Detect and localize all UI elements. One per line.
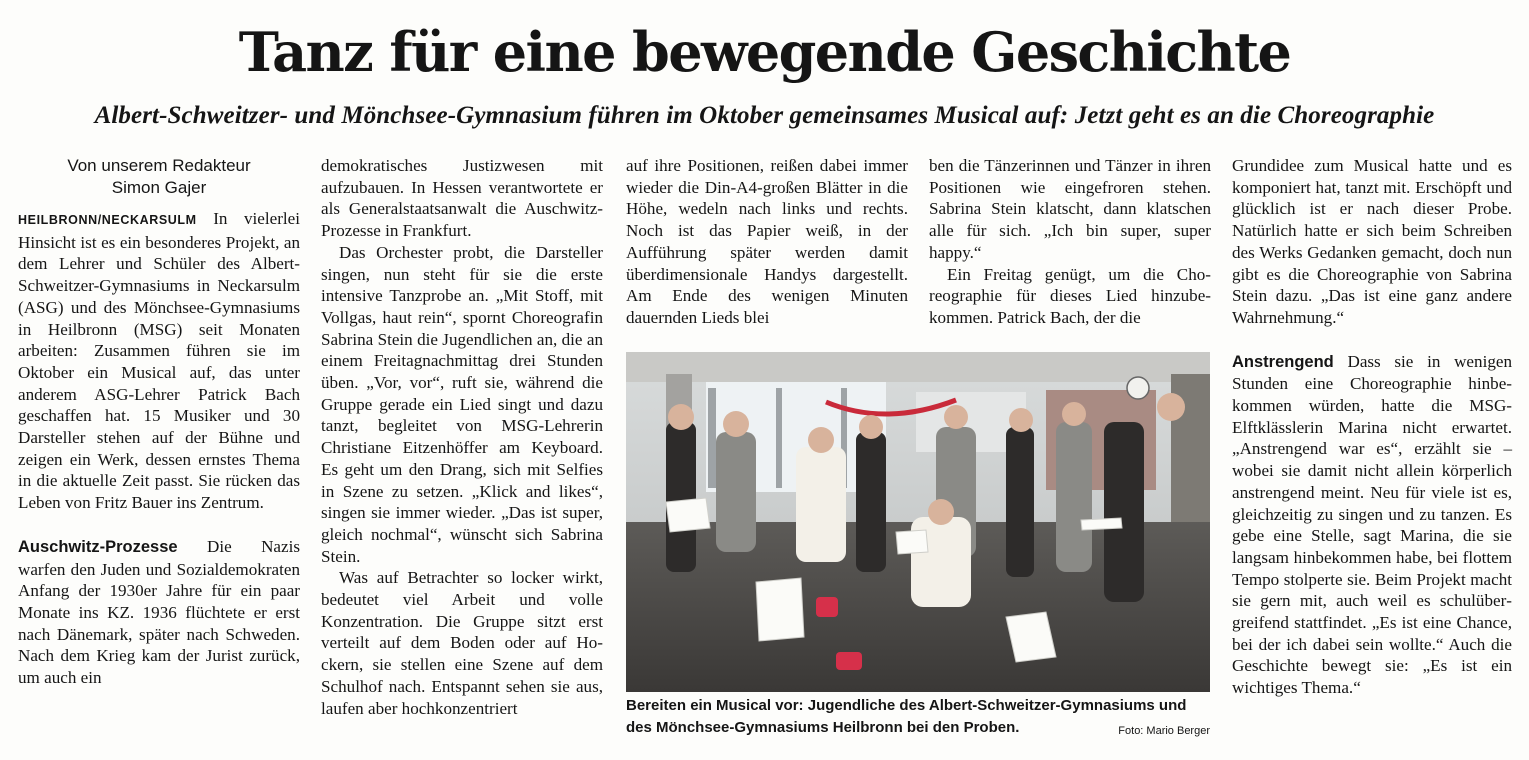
text-column-4: [929, 155, 1211, 329]
paragraph: Grundidee zum Musical hatte und es komponiert hat, tanzt mit. Erschöpft und glücklich ist er nach dieser Probe. Natürlich hatte er sich beim Schreiben des Werks Gedanken gemacht, doch nun gibt es die Choreographie von Sabrina Stein dazu. „Das ist eine ganz andere Wahrnehmung.“: [1232, 156, 1512, 327]
paragraph: demokratisches Justizwesen mit aufzubauen. In Hessen verantwortete er als Generalstaatsanwalt die Auschwitz-Prozesse in Frankfurt.: [321, 156, 603, 241]
paragraph: Ein Freitag genügt, um die Choreographie für dieses Lied hinzubekommen. Patrick Bach, der die: [929, 264, 1211, 327]
lead-paragraph: [18, 208, 300, 514]
photo-credit: Foto: Mario Berger: [1118, 725, 1210, 737]
section-subhead: Anstrengend: [1232, 352, 1334, 371]
byline-role: Von unserem Redakteur: [67, 156, 251, 175]
text-column-2: [321, 155, 603, 719]
paragraph: Das Orchester probt, die Darsteller singen, nun steht für sie die erste intensive Tanzprobe an. „Mit Stoff, mit Vollgas, haut rein“, spornt Choreografin Sabrina Stein die Jugendlichen an, die an einem Freitagnachmittag drei Stunden üben. „Vor, vor“, ruft sie, während die Gruppe gerade ein Lied singt und dazu tanzt, begleitet von MSG-Lehrerin Christiane Eitzenhöffer am Keyboard. Es geht um den Drang, sich mit Selfies in Szene zu setzen. „Klick and likes“, singen sie immer wieder. „Das ist super, gleich nochmal“, wünscht sich Sabrina Stein.: [321, 242, 603, 566]
rehearsal-photo: [626, 352, 1210, 692]
paragraph-text: Die Nazis warfen den Juden und Sozialdemokraten Anfang der 1930er Jahre für ein paar Monate ins KZ. 1936 flüchtete er erst nach Dänemark, später nach Schweden. Nach dem Krieg kam der Jurist zurück, um auch ein: [18, 536, 300, 688]
text-column-3: [626, 155, 908, 329]
text-column-1: [18, 155, 300, 689]
byline: [18, 155, 300, 199]
paragraph: Was auf Betrachter so locker wirkt, bedeutet viel Arbeit und volle Konzentration. Die Gruppe sitzt erst verteilt auf dem Boden oder auf Hockern, sie stellen eine Szene auf dem Schulhof nach. Entspannt sehen sie aus, laufen aber hochkonzentriert: [321, 568, 603, 718]
article-subheadline: Albert-Schweitzer- und Mönchsee-Gymnasium führen im Oktober gemeinsames Musical auf: Jetzt geht es an die Choreographie: [94, 102, 1435, 129]
dateline: HEILBRONN/NECKARSULM: [18, 213, 197, 227]
paragraph: auf ihre Positionen, reißen dabei immer wieder die Din-A4-großen Blätter in die Höhe, wedeln nach links und rechts. Noch ist das Papier weiß, in der Aufführung später werden damit überdimensionale Handys dargestellt. Am Ende des wenigen Minuten dauernden Lieds blei: [626, 156, 908, 327]
article-headline: Tanz für eine bewegende Geschichte: [238, 20, 1291, 84]
photo-caption: Bereiten ein Musical vor: Jugendliche des Albert-Schweitzer-Gymnasiums und des Mönchsee-Gymnasiums Heilbronn bei den Proben.: [626, 697, 1187, 736]
paragraph: ben die Tänzerinnen und Tänzer in ihren Positionen wie eingefroren stehen. Sabrina Stein klatscht, dann klatschen alle für sich. „Ich bin super, super happy.“: [929, 156, 1211, 262]
byline-author: Simon Gajer: [111, 178, 207, 197]
lead-text: In vielerlei Hinsicht ist es ein besonderes Projekt, an dem Lehrer und Schüler des Albert-Schweitzer-Gymnasiums in Neckarsulm (ASG) und des Mönchsee-Gymnasiums in Heilbronn (MSG) seit Monaten arbeiten: Zusammen führen sie im Oktober ein Musical auf, das unter anderem ASG-Lehrer Patrick Bach geschaffen hat. 15 Musiker und 30 Darsteller stehen auf der Bühne und zeigen ein Werk, dessen ernstes Thema in die aktuelle Zeit passt. Sie rücken das Leben von Fritz Bauer ins Zentrum.: [18, 209, 300, 513]
paragraph: [1232, 351, 1512, 699]
section-subhead: Auschwitz-Prozesse: [18, 537, 178, 556]
text-column-5: [1232, 155, 1512, 699]
paragraph-text: Dass sie in wenigen Stunden eine Choreographie hinbekommen würden, hatte die MSG-Elftklässlerin Marina nicht erwartet. „Anstrengend war es“, erzählt sie – wobei sie damit nicht allein körperlich anstrengend meint. Neu für viele ist es, gleichzeitig zu singen und zu tanzen. Es gebe eine Stelle, sagt Marina, die sie langsam hinbekommen habe, bei flottem Tempo stolperte sie. Beim Projekt macht sie gern mit, auch weil es schulübergreifend stattfindet. „Es ist eine Chance, bei der ich dabei sein wollte.“ Auch die Geschichte bewegt sie: „Es ist ein wichtiges Thema.“: [1232, 351, 1512, 698]
paragraph: [18, 536, 300, 689]
